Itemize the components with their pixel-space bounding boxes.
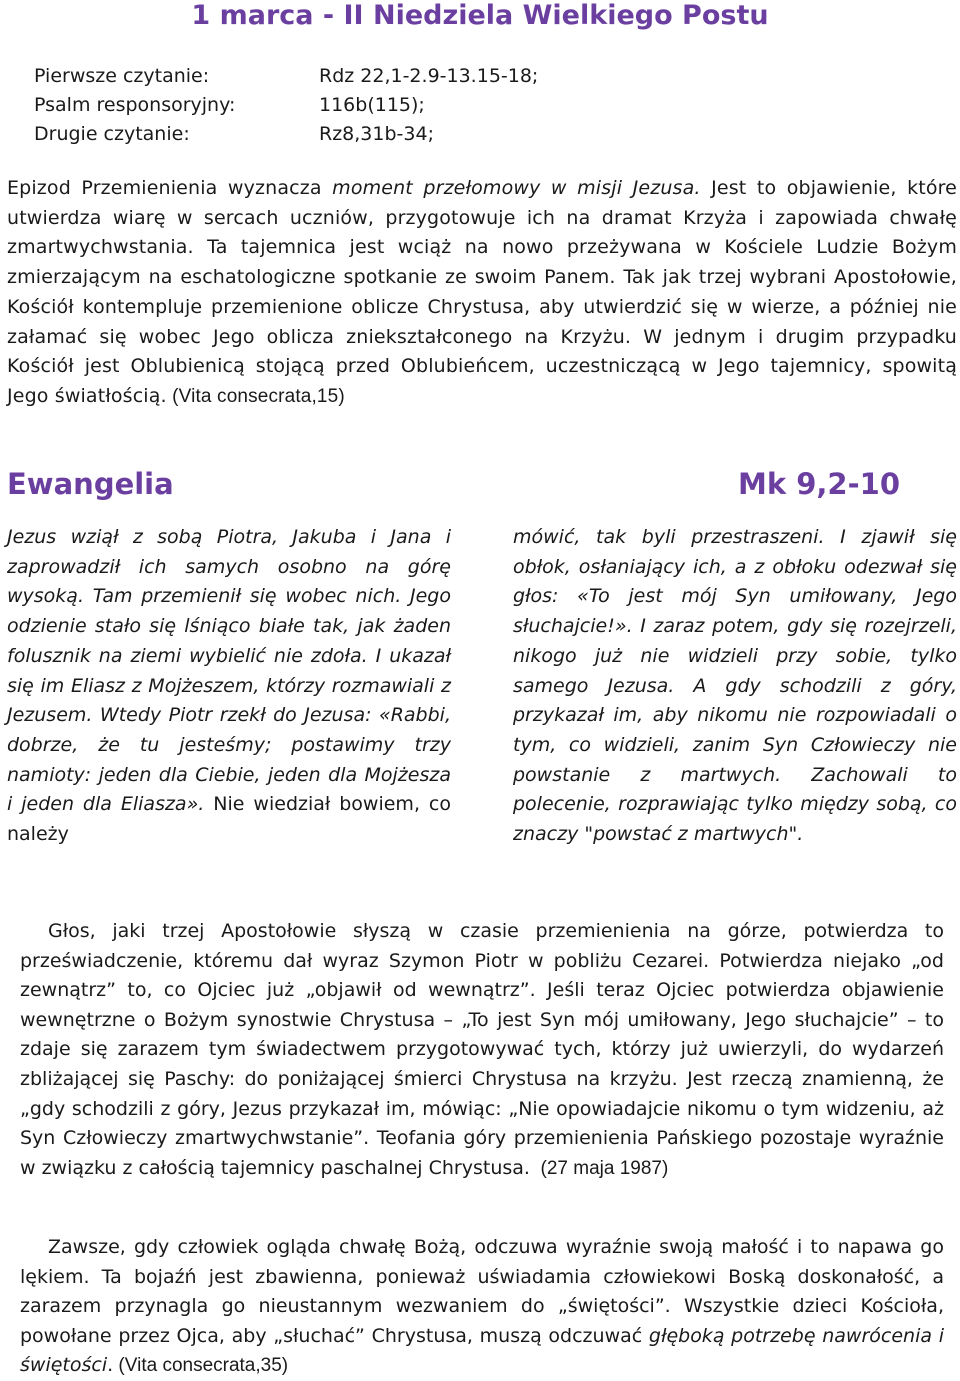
reading-label: Pierwsze czytanie: xyxy=(34,65,210,87)
gospel-reference: Mk 9,2-10 xyxy=(737,467,900,501)
intro-text: Epizod Przemienienia wyznacza xyxy=(7,177,333,199)
reading-label: Psalm responsoryjny: xyxy=(34,94,236,116)
gospel-column-left xyxy=(7,523,451,850)
intro-paragraph xyxy=(7,174,957,412)
commentary-paragraph-2 xyxy=(20,1233,944,1381)
gospel-header xyxy=(7,466,900,502)
commentary-paragraph-1 xyxy=(20,917,944,1183)
reading-row-psalm xyxy=(34,91,538,120)
reading-ref: Rz8,31b-34; xyxy=(319,123,434,145)
reading-ref: 116b(115); xyxy=(319,94,425,116)
reading-label: Drugie czytanie: xyxy=(34,123,190,145)
commentary-emphasis: głęboką potrzebę nawrócenia i świętości xyxy=(20,1324,944,1377)
gospel-heading: Ewangelia xyxy=(7,467,174,501)
commentary-text: Zawsze, gdy człowiek ogląda chwałę Bożą, odczuwa wyraźnie swoją małość i to napawa go lękiem. Ta bojaźń jest zbawienna, ponieważ uświadamia człowiekowi Boską doskonałość, a zarazem przynagla go nieustannym wezwaniem do „świętości”. Wszystkie dzieci Kościoła, powołane przez Ojca, aby „słuchać” Chrystusa, muszą odczuwać xyxy=(20,1236,944,1347)
gospel-text-right: mówić, tak byli przestraszeni. I zjawił się obłok, osłaniający ich, a z obłoku odezwał się głos: «To jest mój Syn umiłowany, Jego słuchajcie!». I zaraz potem, gdy się rozejrzeli, nikogo już nie widzieli przy sobie, tylko samego Jezusa. A gdy schodzili z góry, przykazał im, aby nikomu nie rozpowiadali o tym, co widzieli, zanim Syn Człowieczy nie powstanie z martwych. Zachowali to polecenie, rozprawiając tylko między sobą, co znaczy "powstać z martwych". xyxy=(513,526,957,846)
commentary-source: (27 maja 1987) xyxy=(529,1157,669,1179)
reading-row-first xyxy=(34,62,538,91)
commentary-text-end: . xyxy=(107,1354,114,1377)
reading-row-second xyxy=(34,120,538,149)
gospel-column-right xyxy=(513,523,957,850)
intro-source: (Vita consecrata,15) xyxy=(166,385,345,407)
gospel-text-left-plain: Nie wiedział bowiem, co należy xyxy=(7,793,451,846)
intro-text-cont: Jest to objawienie, które utwierdza wiarę w sercach uczniów, przygotowuje ich na dramat Krzyża i zapowiada chwałę zmartwychwstania. Ta tajemnica jest wciąż na nowo przeżywana w Kościele Ludzie Bożym zmierzającym na eschatologiczne spotkanie ze swoim Panem. Tak jak trzej wybrani Apostołowie, Kościół kontempluje przemienione oblicze Chrystusa, aby utwierdzić się w wierze, a później nie załamać się wobec Jego oblicza zniekształconego na Krzyżu. W jednym i drugim przypadku Kościół jest Oblubienicą stojącą przed Oblubieńcem, uczestniczącą w Jego tajemnicy, spowitą Jego światłością. xyxy=(7,177,957,407)
readings-list xyxy=(34,62,538,149)
page-title: 1 marca - II Niedziela Wielkiego Postu xyxy=(191,0,769,31)
reading-ref: Rdz 22,1-2.9-13.15-18; xyxy=(319,65,539,87)
gospel-text-left: Jezus wziął z sobą Piotra, Jakuba i Jana i zaprowadził ich samych osobno na górę wysoką. Tam przemienił się wobec nich. Jego odzienie stało się lśniąco białe tak, jak żaden folusznik na ziemi wybielić nie zdoła. I ukazał się im Eliasz z Mojżeszem, którzy rozmawiali z Jezusem. Wtedy Piotr rzekł do Jezusa: «Rabbi, dobrze, że tu jesteśmy; postawimy trzy namioty: jeden dla Ciebie, jeden dla Mojżesza i jeden dla Eliasza». xyxy=(7,526,451,816)
commentary-text: Głos, jaki trzej Apostołowie słyszą w czasie przemienienia na górze, potwierdza to przeświadczenie, któremu dał wyraz Szymon Piotr w pobliżu Cezarei. Potwierdza niejako „od zewnątrz” to, co Ojciec już „objawił od wewnątrz”. Jeśli teraz Ojciec potwierdza objawienie wewnętrzne o Bożym synostwie Chrystusa – „To jest Syn mój umiłowany, Jego słuchajcie” – to zdaje się zarazem tym świadectwem przygotowywać tych, którzy już uwierzyli, do wydarzeń zbliżającej się Paschy: do poniżającej śmierci Chrystusa na krzyżu. Jest rzeczą znamienną, że „gdy schodzili z góry, Jezus przykazał im, mówiąc: „Nie opowiadajcie nikomu o tym widzeniu, aż Syn Człowieczy zmartwychwstanie”. Teofania góry przemienienia Pańskiego pozostaje wyraźnie w związku z całością tajemnicy paschalnej Chrystusa. xyxy=(20,920,944,1179)
commentary-source: (Vita consecrata,35) xyxy=(113,1355,289,1377)
intro-emphasis: moment przełomowy w misji Jezusa. xyxy=(332,177,701,199)
